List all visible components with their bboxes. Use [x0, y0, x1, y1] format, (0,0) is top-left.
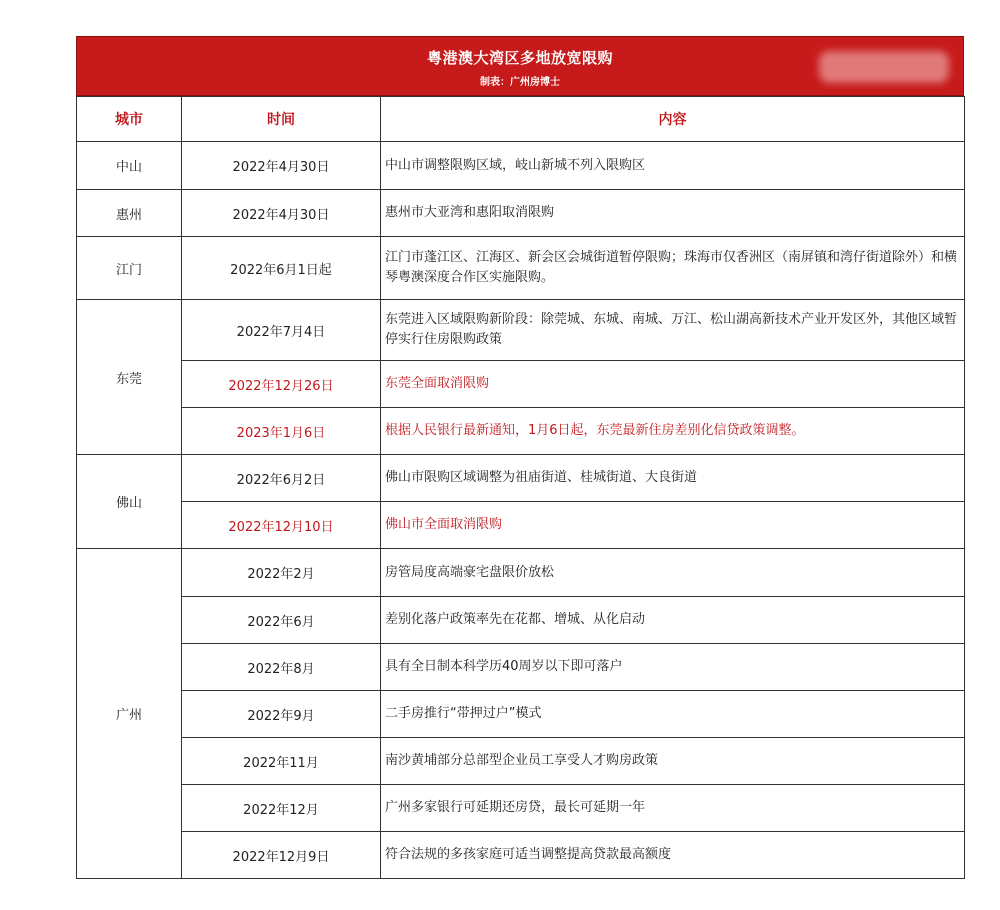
- content-cell: 中山市调整限购区域，岐山新城不列入限购区: [381, 142, 965, 190]
- table-row: [77, 832, 965, 879]
- content-cell: 东莞进入区域限购新阶段：除莞城、东城、南城、万江、松山湖高新技术产业开发区外，其他区域暂停实行住房限购政策: [381, 300, 965, 361]
- table-banner: [76, 36, 964, 96]
- city-cell: 中山: [77, 142, 182, 190]
- redacted-watermark: [819, 51, 949, 83]
- date-cell: 2022年9月: [182, 691, 381, 738]
- table-row: [77, 455, 965, 502]
- header-content: 内容: [381, 97, 965, 142]
- table-row: [77, 142, 965, 190]
- city-cell: 江门: [77, 237, 182, 300]
- date-cell: 2022年12月26日: [182, 361, 381, 408]
- header-city: 城市: [77, 97, 182, 142]
- table-row: [77, 597, 965, 644]
- table-row: [77, 502, 965, 549]
- banner-subtitle: 制表：广州房博士: [480, 77, 560, 88]
- content-cell: 佛山市限购区域调整为祖庙街道、桂城街道、大良街道: [381, 455, 965, 502]
- table-row: [77, 549, 965, 597]
- city-cell: 东莞: [77, 300, 182, 455]
- content-cell: 具有全日制本科学历40周岁以下即可落户: [381, 644, 965, 691]
- table-row: [77, 785, 965, 832]
- content-cell: 江门市蓬江区、江海区、新会区会城街道暂停限购；珠海市仅香洲区（南屏镇和湾仔街道除外）和横琴粤澳深度合作区实施限购。: [381, 237, 965, 300]
- content-cell: 房管局度高端豪宅盘限价放松: [381, 549, 965, 597]
- date-cell: 2022年4月30日: [182, 142, 381, 190]
- date-cell: 2022年2月: [182, 549, 381, 597]
- content-cell: 差别化落户政策率先在花都、增城、从化启动: [381, 597, 965, 644]
- date-cell: 2022年12月10日: [182, 502, 381, 549]
- header-time: 时间: [182, 97, 381, 142]
- table-row: [77, 237, 965, 300]
- date-cell: 2023年1月6日: [182, 408, 381, 455]
- date-cell: 2022年11月: [182, 738, 381, 785]
- date-cell: 2022年8月: [182, 644, 381, 691]
- content-cell: 惠州市大亚湾和惠阳取消限购: [381, 190, 965, 237]
- content-cell: 根据人民银行最新通知，1月6日起，东莞最新住房差别化信贷政策调整。: [381, 408, 965, 455]
- header-row: [77, 97, 965, 142]
- date-cell: 2022年12月9日: [182, 832, 381, 879]
- date-cell: 2022年6月1日起: [182, 237, 381, 300]
- table-row: [77, 691, 965, 738]
- table-row: [77, 190, 965, 237]
- policy-table: [76, 96, 965, 879]
- city-cell: 佛山: [77, 455, 182, 549]
- content-cell: 广州多家银行可延期还房贷，最长可延期一年: [381, 785, 965, 832]
- date-cell: 2022年12月: [182, 785, 381, 832]
- date-cell: 2022年4月30日: [182, 190, 381, 237]
- content-cell: 符合法规的多孩家庭可适当调整提高贷款最高额度: [381, 832, 965, 879]
- date-cell: 2022年6月: [182, 597, 381, 644]
- policy-table-frame: [76, 36, 964, 879]
- table-row: [77, 644, 965, 691]
- content-cell: 东莞全面取消限购: [381, 361, 965, 408]
- city-cell: 广州: [77, 549, 182, 879]
- table-row: [77, 738, 965, 785]
- table-row: [77, 300, 965, 361]
- content-cell: 佛山市全面取消限购: [381, 502, 965, 549]
- content-cell: 二手房推行“带押过户”模式: [381, 691, 965, 738]
- banner-title: 粤港澳大湾区多地放宽限购: [426, 49, 613, 67]
- date-cell: 2022年6月2日: [182, 455, 381, 502]
- date-cell: 2022年7月4日: [182, 300, 381, 361]
- table-row: [77, 361, 965, 408]
- content-cell: 南沙黄埔部分总部型企业员工享受人才购房政策: [381, 738, 965, 785]
- table-row: [77, 408, 965, 455]
- city-cell: 惠州: [77, 190, 182, 237]
